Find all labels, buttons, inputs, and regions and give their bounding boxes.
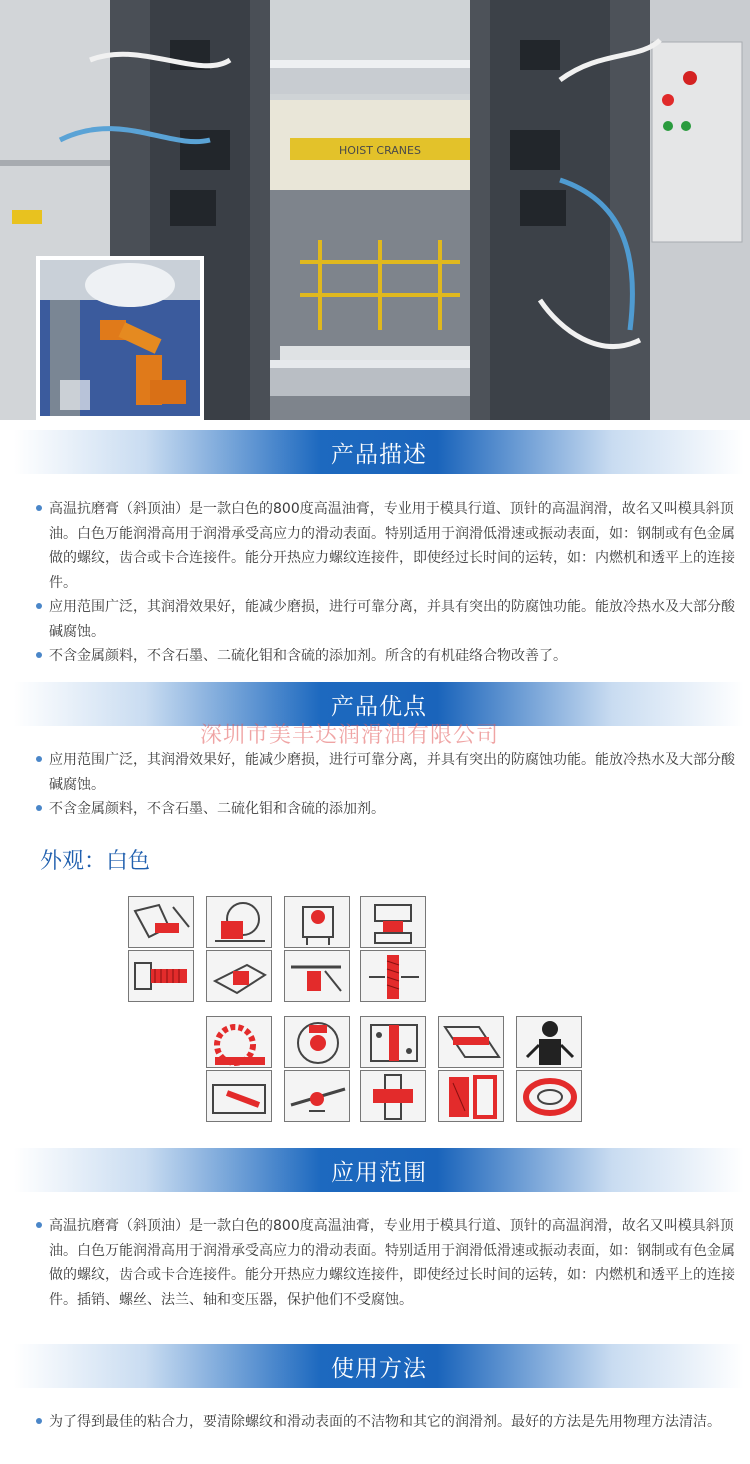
section-header-usage [14, 1344, 744, 1388]
section-header-applications [14, 1148, 744, 1192]
pipe-wrench-icon [284, 950, 350, 1002]
threaded-rod-icon [360, 950, 426, 1002]
section-title: 使用方法 [331, 1355, 427, 1382]
applications-list [36, 1214, 736, 1312]
advantages-list [36, 748, 736, 822]
crane-sign: HOIST CRANES [339, 144, 421, 157]
chuck-icon [284, 1016, 350, 1068]
section-title: 产品优点 [331, 693, 427, 720]
list-item: 不含金属颜料，不含石墨、二硫化钼和含硫的添加剂。所含的有机硅络合物改善了。 [36, 644, 736, 669]
pliers-wrench-icon [128, 896, 194, 948]
list-item: 不含金属颜料，不含石墨、二硫化钼和含硫的添加剂。 [36, 797, 736, 822]
threaded-bolt-icon [128, 950, 194, 1002]
shaft-sleeve-icon [360, 1070, 426, 1122]
nut-bolt-icon [360, 896, 426, 948]
seal-ring-icon [516, 1070, 582, 1122]
list-item: 应用范围广泛，其润滑效果好，能减少磨损，进行可靠分离，并具有突出的防腐蚀功能。能放冷热水及大部分酸碱腐蚀。 [36, 595, 736, 644]
hook-clamp-icon [284, 896, 350, 948]
cutaway-part-icon [438, 1070, 504, 1122]
appearance-label: 外观：白色 [40, 849, 151, 874]
list-item: 应用范围广泛，其润滑效果好，能减少磨损，进行可靠分离，并具有突出的防腐蚀功能。能放冷热水及大部分酸碱腐蚀。 [36, 748, 736, 797]
list-item: 为了得到最佳的粘合力，要清除螺纹和滑动表面的不洁物和其它的润滑剂。最好的方法是先用物理方法清洁。 [36, 1410, 736, 1435]
hinge-icon [360, 1016, 426, 1068]
usage-list [36, 1410, 736, 1435]
robot-arm-photo [36, 256, 204, 420]
gear-pinion-icon [206, 896, 272, 948]
hand-tool-icon [206, 950, 272, 1002]
company-watermark: 深圳市美丰达润滑油有限公司 [200, 723, 500, 748]
gear-wheel-icon [206, 1016, 272, 1068]
lever-icon [284, 1070, 350, 1122]
worker-icon [516, 1016, 582, 1068]
description-list [36, 497, 736, 669]
hero-photo [0, 0, 750, 420]
list-item: 高温抗磨膏（斜顶油）是一款白色的800度高温油膏，专业用于模具行道、顶针的高温润滑，故名又叫模具斜顶油。白色万能润滑高用于润滑承受高应力的滑动表面。特别适用于润滑低滑速或振动表面，如：钢制或有色金属做的螺纹，齿合或卡合连接件。能分开热应力螺纹连接件，即使经过长时间的运转，如：内燃机和透平上的连接件。插销、螺丝、法兰、轴和变压器，保护他们不受腐蚀。 [36, 1214, 736, 1312]
section-header-description [14, 430, 744, 474]
list-item: 高温抗磨膏（斜顶油）是一款白色的800度高温油膏，专业用于模具行道、顶针的高温润滑，故名又叫模具斜顶油。白色万能润滑高用于润滑承受高应力的滑动表面。特别适用于润滑低滑速或振动表面，如：钢制或有色金属做的螺纹，齿合或卡合连接件。能分开热应力螺纹连接件，即使经过长时间的运转，如：内燃机和透平上的连接件。 [36, 497, 736, 595]
section-title: 应用范围 [331, 1159, 427, 1186]
section-title: 产品描述 [331, 441, 427, 468]
slide-plate-icon [206, 1070, 272, 1122]
guide-rail-icon [438, 1016, 504, 1068]
